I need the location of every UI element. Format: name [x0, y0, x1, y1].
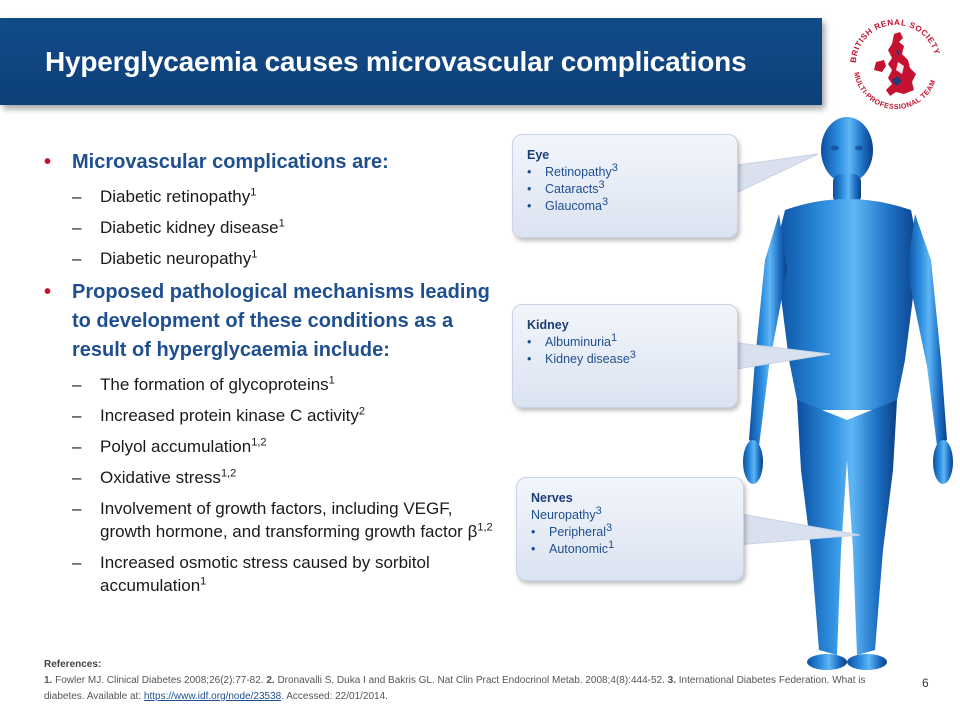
reference-superscript: 1: [200, 575, 207, 588]
sub-bullet-text: The formation of glycoproteins: [100, 375, 329, 394]
sub-bullet-text: Oxidative stress: [100, 468, 221, 487]
reference-superscript: 1,2: [251, 436, 267, 449]
bullet-content: [42, 148, 502, 605]
bullet-mechanisms: [42, 278, 502, 365]
bullet-microvascular: [42, 148, 502, 177]
dash-icon: –: [72, 553, 82, 572]
nerves-pointer: [735, 505, 865, 555]
callout-item: • Cataracts$^3$: [527, 178, 605, 196]
bullet-dot-icon: •: [527, 182, 532, 196]
callout-item: • Retinopathy$^3$: [527, 161, 618, 179]
dash-icon: –: [72, 375, 82, 394]
bullet-dot-icon: •: [527, 335, 532, 349]
nerves-heading: Nerves: [531, 491, 573, 505]
complications-list: [42, 185, 502, 270]
uk-map-icon: [874, 32, 916, 96]
kidney-pointer: [730, 330, 840, 380]
callout-item: • Kidney disease$^3$: [527, 348, 636, 366]
dash-icon: –: [72, 218, 82, 237]
sub-bullet-text: Involvement of growth factors, including VEGF, growth hormone, and transforming growth factor β: [100, 499, 478, 541]
bullet-dot-icon: •: [531, 542, 536, 556]
slide-number: 6: [922, 676, 929, 690]
reference-superscript: 2: [358, 405, 366, 418]
reference-superscript: 1: [328, 374, 335, 387]
sub-bullet-text: Polyol accumulation: [100, 437, 252, 456]
callout-item: • Glaucoma$^3$: [527, 195, 609, 213]
bullet-text: Proposed pathological mechanisms leading to development of these conditions as a result of hyperglycaemia include:: [72, 281, 490, 361]
sub-bullet: [42, 247, 502, 270]
sub-bullet-text: Diabetic kidney disease: [100, 218, 279, 237]
bullet-dot-icon: •: [531, 525, 536, 539]
eye-items: [527, 161, 723, 215]
callout-item: • Albuminuria$^1$: [527, 331, 618, 349]
slide-title: Hyperglycaemia causes microvascular complications: [45, 46, 747, 77]
reference-superscript: 1: [251, 248, 258, 261]
dash-icon: –: [72, 187, 82, 206]
nerves-subheading: Neuropathy$^3$: [531, 504, 602, 522]
dash-icon: –: [72, 499, 82, 518]
dash-icon: –: [72, 468, 82, 487]
nerves-callout: [516, 477, 744, 581]
sub-bullet-text: Diabetic neuropathy: [100, 249, 252, 268]
bullet-dot-icon: •: [527, 352, 532, 366]
reference-superscript: 1,2: [220, 467, 237, 480]
mechanisms-list: [42, 373, 502, 597]
kidney-callout: [512, 304, 738, 408]
bullet-text: Microvascular complications are:: [72, 151, 389, 173]
sub-bullet-text: Increased protein kinase C activity: [100, 406, 359, 425]
bullet-dot-icon: •: [44, 281, 52, 303]
sub-bullet: [42, 466, 502, 489]
bullet-dot-icon: •: [527, 199, 532, 213]
dash-icon: –: [72, 249, 82, 268]
callout-item: • Autonomic$^1$: [531, 538, 615, 556]
eye-heading: Eye: [527, 148, 550, 162]
eye-callout: [512, 134, 738, 238]
sub-bullet: [42, 185, 502, 208]
nerves-items: [531, 521, 729, 558]
dash-icon: –: [72, 437, 82, 456]
idf-link[interactable]: https://www.idf.org/node/23538: [143, 691, 282, 702]
kidney-items: [527, 331, 723, 368]
sub-bullet-text: Increased osmotic stress caused by sorbitol accumulation: [100, 553, 430, 595]
references-heading: References:: [44, 659, 102, 670]
callout-item: • Peripheral$^3$: [531, 521, 613, 539]
sub-bullet: [42, 216, 502, 239]
sub-bullet: [42, 404, 502, 427]
reference-superscript: 1: [278, 217, 285, 230]
sub-bullet: [42, 373, 502, 396]
eye-pointer: [730, 148, 830, 208]
sub-bullet: [42, 435, 502, 458]
society-logo: [840, 10, 950, 120]
svg-text:MULTI-PROFESSIONAL TEAM: MULTI-PROFESSIONAL TEAM: [852, 71, 938, 112]
svg-text:BRITISH RENAL SOCIETY: BRITISH RENAL SOCIETY: [848, 17, 942, 64]
kidney-heading: Kidney: [527, 318, 569, 332]
dash-icon: –: [72, 406, 82, 425]
references: [44, 657, 904, 705]
reference-superscript: 1: [250, 186, 257, 199]
sub-bullet: [42, 551, 502, 597]
bullet-dot-icon: •: [44, 151, 52, 173]
references-text: 1. Fowler MJ. Clinical Diabetes 2008;26(2):77-82. 2. Dronavalli S, Duka I and Bakris GL. Nat Clin Pract Endocrinol Metab. 2008;4(8):444-52. 3. International Diabetes Federation. What is diabetes. Available at: https://www.idf.org/node/23538. Accessed: 22/01/2014.: [44, 675, 866, 702]
sub-bullet-text: Diabetic retinopathy: [100, 187, 251, 206]
bullet-dot-icon: •: [527, 165, 532, 179]
sub-bullet: [42, 497, 502, 543]
reference-superscript: 1,2: [477, 521, 493, 534]
